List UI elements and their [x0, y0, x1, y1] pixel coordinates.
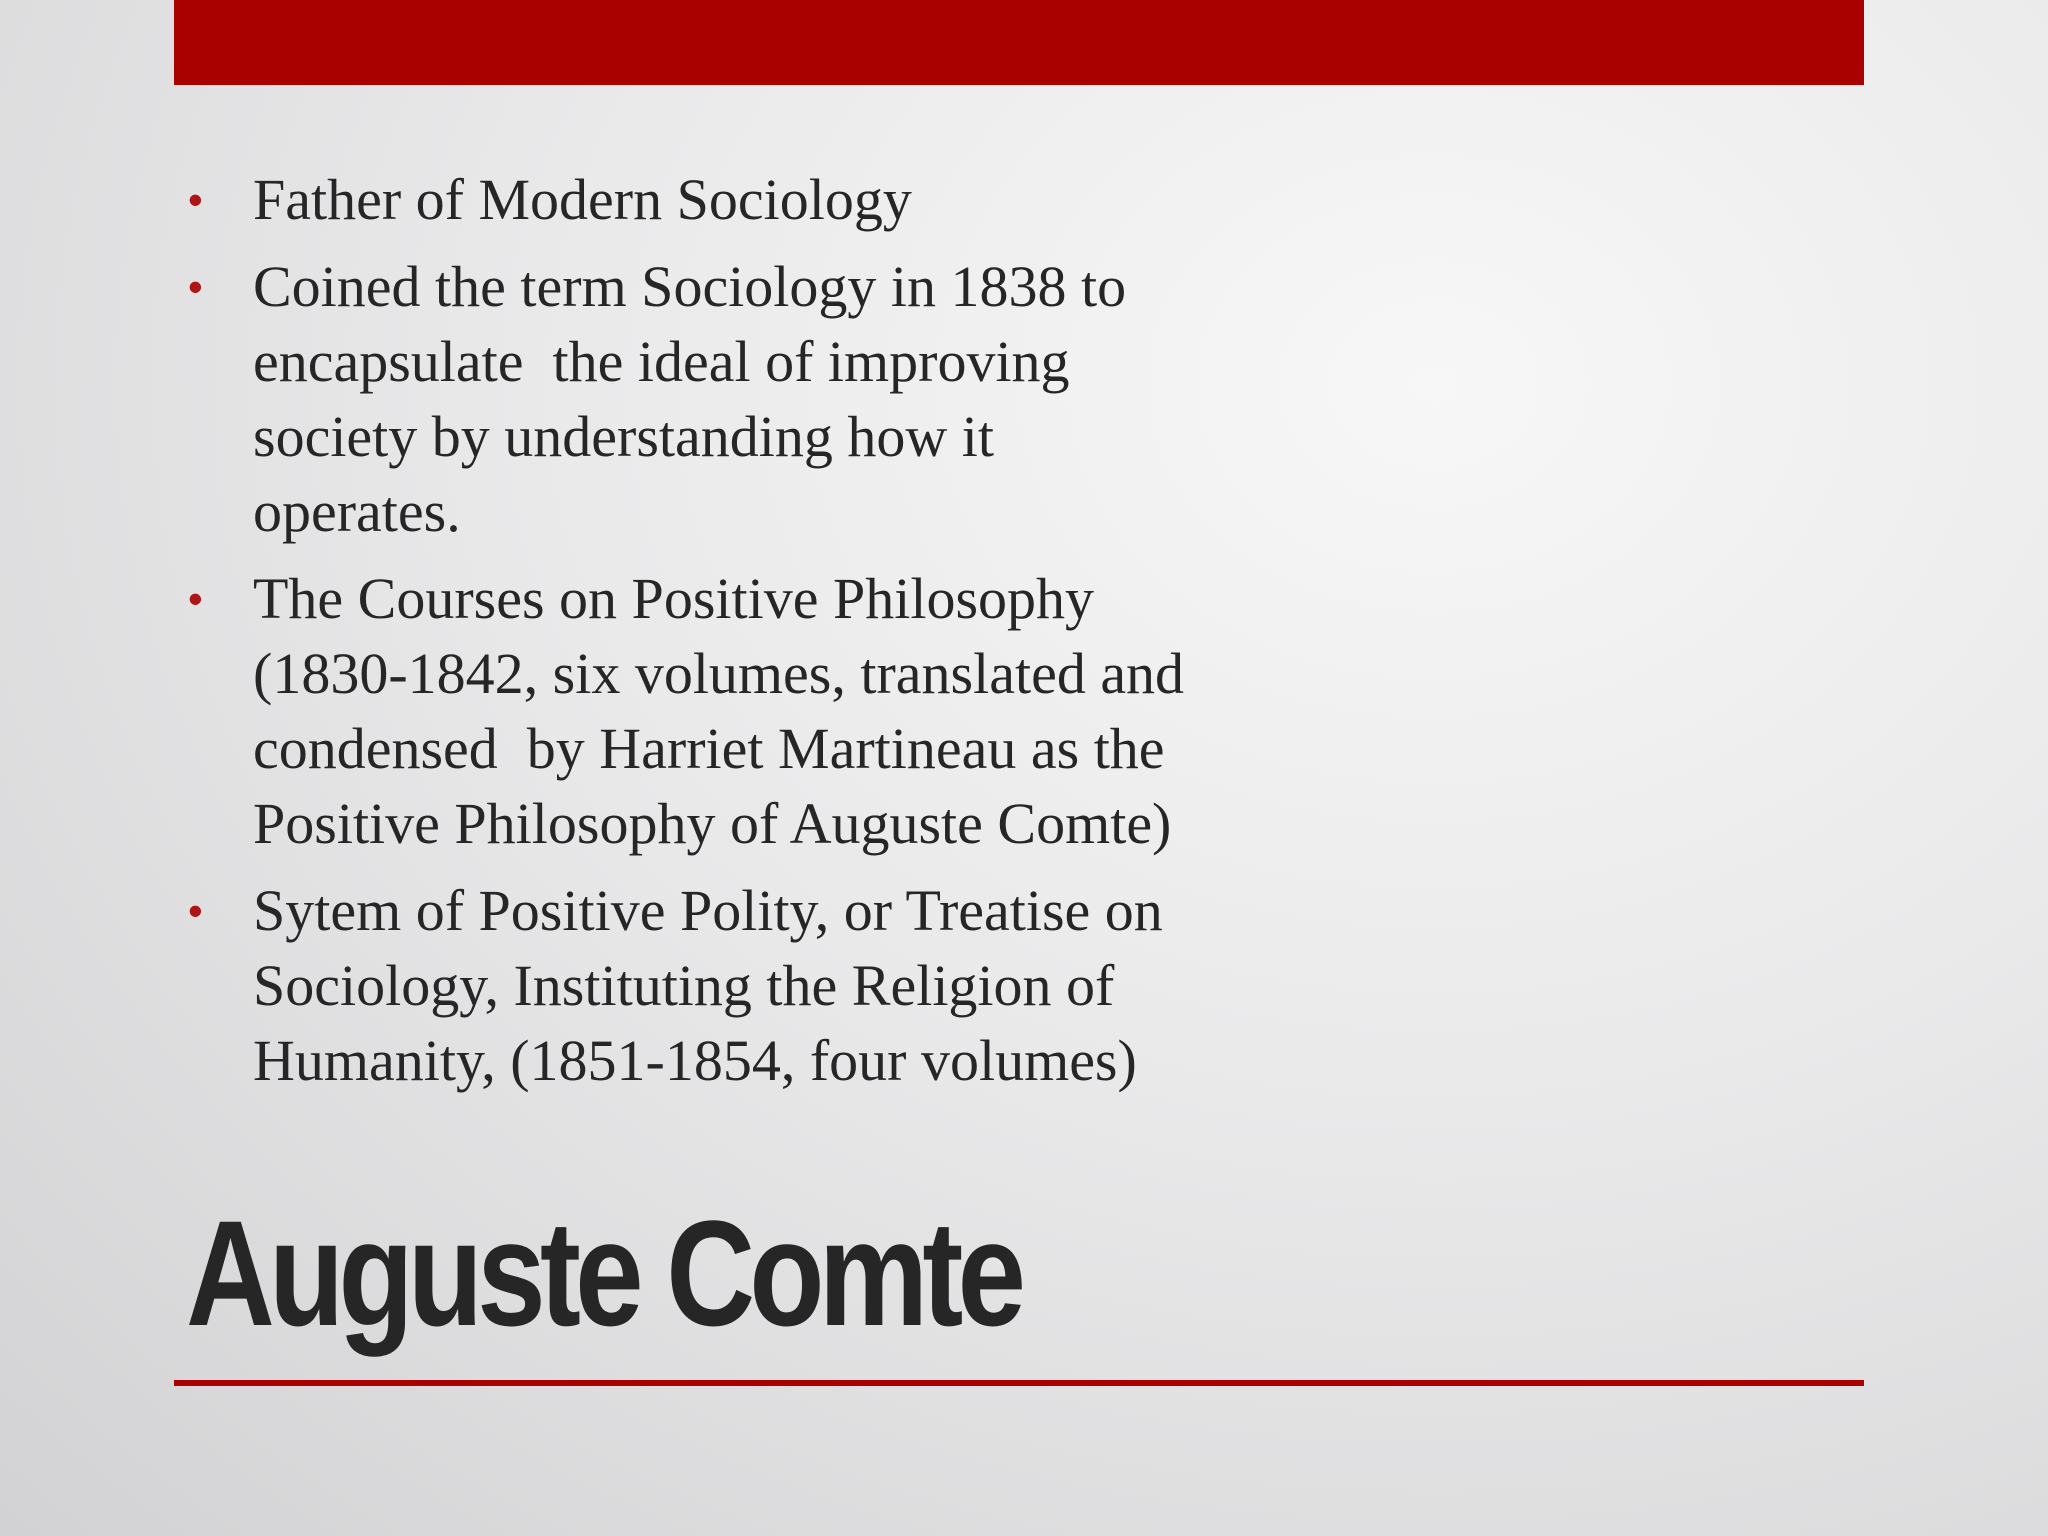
bullet-item — [188, 249, 1338, 549]
bullet-item — [188, 162, 1338, 237]
bullet-text: The Courses on Positive Philosophy (1830-1842, six volumes, translated and condensed by Harriet Martineau as the Positive Philosophy of Auguste Comte) — [253, 566, 1185, 856]
title-underline-rule — [174, 1380, 1864, 1386]
bullet-list — [188, 162, 1338, 1110]
bullet-dot-icon: • — [188, 263, 203, 310]
bullet-text: Father of Modern Sociology — [253, 167, 912, 232]
bullet-dot-icon: • — [188, 176, 203, 223]
bullet-item — [188, 561, 1338, 861]
bullet-dot-icon: • — [188, 575, 203, 622]
bullet-item — [188, 873, 1338, 1098]
top-accent-bar — [174, 0, 1864, 85]
bullet-text: Sytem of Positive Polity, or Treatise on Sociology, Instituting the Religion of Humanity, (1851-1854, four volumes) — [253, 878, 1163, 1093]
bullet-dot-icon: • — [188, 887, 203, 934]
slide-title: Auguste Comte — [186, 1189, 1021, 1357]
bullet-text: Coined the term Sociology in 1838 to encapsulate the ideal of improving society by understanding how it operates. — [253, 254, 1127, 544]
